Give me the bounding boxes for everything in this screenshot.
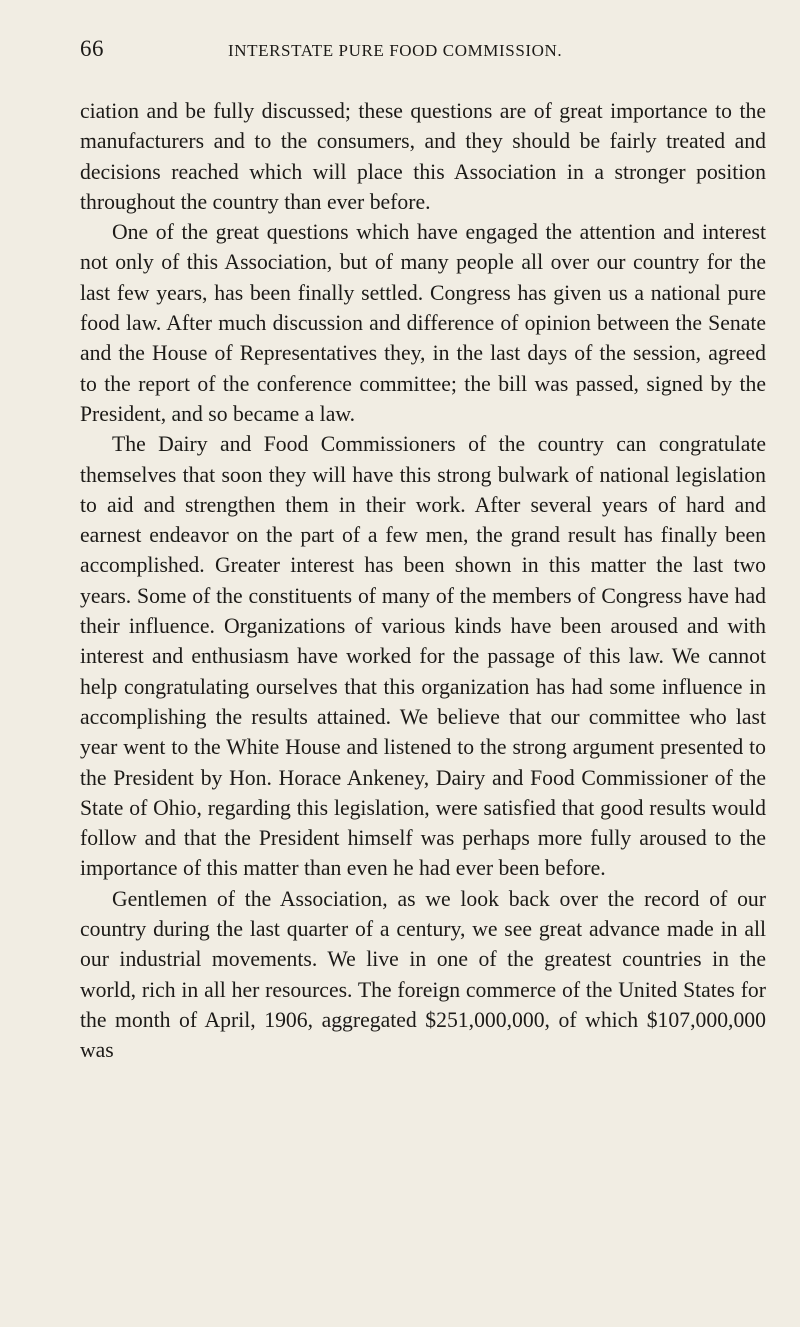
running-head: INTERSTATE PURE FOOD COMMISSION. — [228, 41, 563, 60]
page-header — [80, 36, 766, 76]
page-number: 66 — [80, 36, 104, 61]
paragraph-continued: ciation and be fully discussed; these questions are of great importance to the manufacturers and to the consumers, and they should be fairly treated and decisions reached which will place this Association in a stronger position throughout the country than ever before. — [80, 99, 766, 214]
paragraph: The Dairy and Food Commissioners of the country can congratulate themselves that soon they will have this strong bulwark of national legislation to aid and strengthen them in their work. After several years of hard and earnest endeavor on the part of a few men, the grand result has finally been accomplished. Greater interest has been shown in this matter the last two years. Some of the constituents of many of the members of Congress have had their influence. Organizations of various kinds have been aroused and with interest and enthusiasm have worked for the passage of this law. We cannot help congratulating ourselves that this organization has had some influence in accomplishing the results attained. We believe that our committee who last year went to the White House and listened to the strong argument presented to the President by Hon. Horace Ankeney, Dairy and Food Commissioner of the State of Ohio, regarding this legislation, were satisfied that good results would follow and that the President himself was perhaps more fully aroused to the importance of this matter than even he had ever been before. — [80, 432, 766, 881]
paragraph: Gentlemen of the Association, as we look back over the record of our country during the last quarter of a century, we see great advance made in all our industrial movements. We live in one of the greatest countries in the world, rich in all her resources. The foreign commerce of the United States for the month of April, 1906, aggregated $251,000,000, of which $107,000,000 was — [80, 886, 766, 1063]
body-text — [80, 96, 766, 1066]
paragraph: One of the great questions which have engaged the attention and interest not only of this Association, but of many people all over our country for the last few years, has been finally settled. Congress has given us a national pure food law. After much discussion and difference of opinion between the Senate and the House of Representatives they, in the last days of the session, agreed to the report of the conference committee; the bill was passed, signed by the President, and so became a law. — [80, 220, 766, 426]
